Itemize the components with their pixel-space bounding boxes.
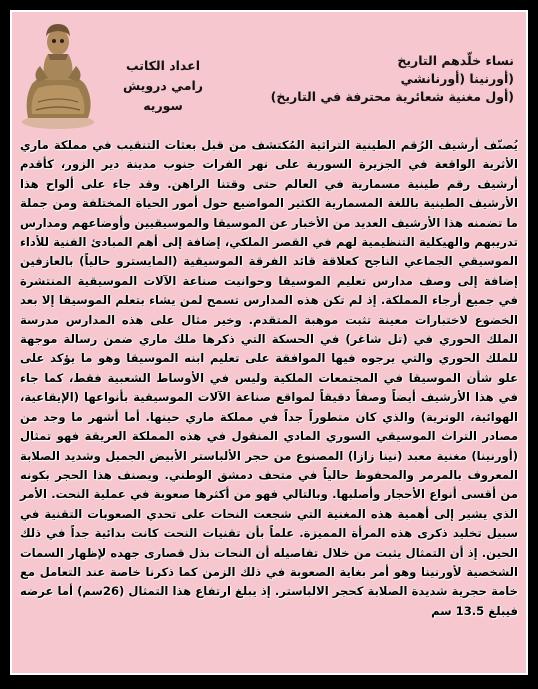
article-body: يُصنّف أرشيف الرُقم الطينية التراثية المُكتشف من قبل بعثات التنقيب في مملكة ماري الأثرية الواقعة في الجزيرة السورية على نهر الفرات جنوب مدينة دير الزور، كأقدم أرشيف رقم طينية مسمارية في العالم حتى وقتنا الراهن. وقد جاء على ألواح هذا الأرشيف الطينية باللغة المسمارية الكثير المواضيع حول أمور الحياة المختلفة ومن جملة ما تضمنه هذا الأرشيف العديد من الأخبار عن الموسيقا والموسيقيين وأوضاعهم ومدارس تدريبهم والهيكلية التنظيمية لهم في القصر الملكي، إضافة إلى أهم المبادئ الفنية للأداء الموسيقي الجماعي الناجح كعلاقة قائد الفرقة الموسيقية (المايسترو حالياً) بالعازفين إضافة إلى وصف مدارس تعليم الموسيقا وحوانيت صناعة الآلات الموسيقية المنتشرة في جميع أرجاء المملكة. إذ لم تكن هذه المدارس تسمح لمن يشاء بتعلم الموسيقا إلا بعد الخضوع لاختبارات معينة تثبت موهبة المتقدم. وخير مثال على هذه المدارس مدرسة الملك الحوري في (تل شاغر) في الحسكة التي ذكرها ملك ماري ضمن رسالة موجهة للملك الحوري والتي يرجوه فيها الموافقة على تعليم ابنه الموسيقا وهو ما يؤكد على علو شأن الموسيقا في المجتمعات الملكية وليس في الأوساط الشعبية فقط، كما جاء في هذا الأرشيف أيضاً وصفاً دقيقاً لمواقع صناعة الآلات الموسيقية بأنواعها (الإيقاعية، الهوائية، الوترية) والذي كان متطوراً جداً في مملكة ماري حينها. أما أشهر ما وجد من مصادر التراث الموسيقي السوري المادي المنقول في هذه المملكة العريقة فهو تمثال (أورنينا) مغنية معبد (نينا زازا) المصنوع من حجر الألباستر الأبيض الجميل وشديد الصلابة المعروف بالمرمر والمحفوظ حالياً في متحف دمشق الوطني. ويصنف هذا الحجر بكونه من أقسى أنواع الأحجار وأصلبها. وبالتالي فهو من أكثرها صعوبة في عملية النحت. الأمر الذي يشير إلى أهمية هذه المغنية التي شجعت النحات على تحدي الصعوبات التقنية في سبيل تخليد ذكرى هذه المرأة المميزة. علماً بأن تقنيات النحت كانت بدائية جداً في ذلك الحين. إذ أن التمثال يثبت من خلال تفاصيله أن النحات بذل قصارى جهده لإظهار السمات الشخصية لأورنينا وهو أمر بغاية الصعوبة في ذلك الزمن كما ذكرنا خاصة عند التعامل مع خامة حجرية شديدة الصلابة كحجر الالباستر. إذ يبلغ ارتفاع هذا التمثال (26سم) أما عرضه فيبلغ 13.5 سم — [20, 138, 518, 618]
author-block — [108, 56, 218, 116]
author-label: اعداد الكاتب — [126, 58, 200, 73]
header — [12, 12, 526, 134]
author-name: رامي درويش — [123, 78, 203, 93]
subject-description: (أول مغنية شعائرية محترفة في التاريخ) — [270, 89, 514, 104]
title-block — [264, 52, 514, 106]
author-country: سوريه — [143, 98, 183, 113]
series-title: نساء خلّدهم التاريخ — [397, 53, 514, 68]
page-frame — [10, 10, 528, 675]
ur-nanshe-statue-image — [18, 18, 98, 130]
subject-name: (أورنينا (أورنانشي — [400, 71, 514, 86]
